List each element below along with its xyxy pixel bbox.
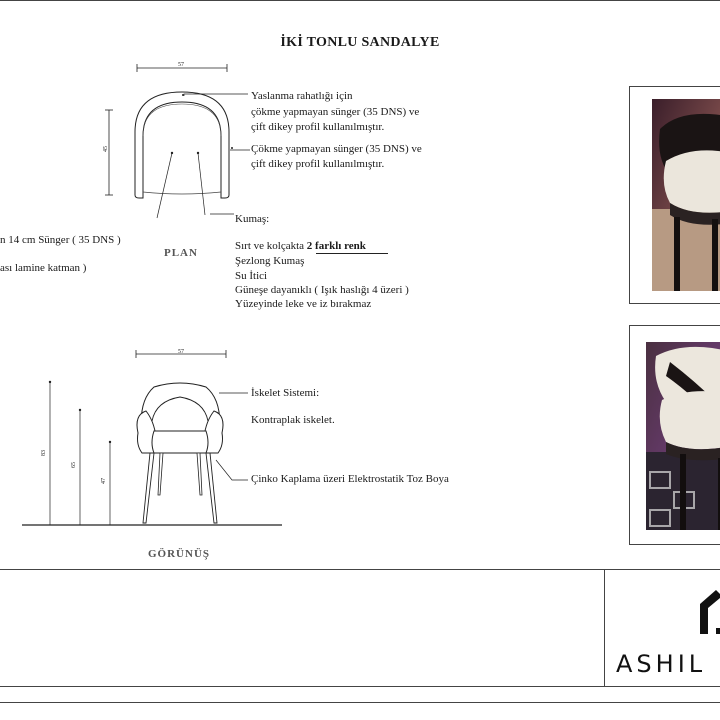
- elevation-arm-height-dimension: 65: [71, 462, 77, 468]
- plan-label: PLAN: [164, 247, 198, 259]
- fabric-line-1-text: Sırt ve kolçakta: [235, 240, 307, 252]
- plan-note-back-1: Yaslanma rahatlığı için: [251, 90, 353, 102]
- plan-note-back-2: çökme yapmayan sünger (35 DNS) ve: [251, 106, 420, 118]
- sheet-border-top: [0, 0, 720, 1]
- brand-name: ASHIL: [616, 650, 707, 678]
- leg-note: Çinko Kaplama üzeri Elektrostatik Toz Boya: [251, 473, 449, 485]
- fabric-line-5: Yüzeyinde leke ve iz bırakmaz: [235, 298, 372, 310]
- frame-description: Kontraplak iskelet.: [251, 414, 335, 426]
- chair-photo-bottom-image: [646, 342, 720, 530]
- brand-logo-icon: [700, 588, 720, 636]
- fabric-line-1-bold: 2 farklı renk: [306, 240, 366, 252]
- fabric-line-1: [235, 239, 366, 253]
- plan-width-dimension: 57: [178, 62, 184, 68]
- product-photo-top: [629, 86, 720, 304]
- plan-leaders: [180, 90, 260, 230]
- title-block-divider: [604, 569, 605, 687]
- page-title: İKİ TONLU SANDALYE: [280, 35, 440, 50]
- left-note-1: n 14 cm Sünger ( 35 DNS ): [0, 234, 121, 246]
- left-note-2: ası lamine katman ): [0, 262, 87, 274]
- fabric-underline: [316, 253, 388, 254]
- product-photo-bottom: [629, 325, 720, 545]
- elevation-width-dimension: 57: [178, 349, 184, 355]
- plan-note-back-3: çift dikey profil kullanılmıştır.: [251, 121, 385, 133]
- elevation-label: GÖRÜNÜŞ: [148, 548, 211, 560]
- title-block-top-line: [0, 569, 720, 570]
- elevation-drawing: [20, 345, 290, 535]
- title-block-bottom-line: [0, 686, 720, 687]
- elevation-seat-height-dimension: 47: [101, 478, 107, 484]
- fabric-line-3: Su İtici: [235, 270, 268, 282]
- fabric-line-4: Güneşe dayanıklı ( Işık haslığı 4 üzeri ): [235, 284, 409, 296]
- plan-note-arm-1: Çökme yapmayan sünger (35 DNS) ve: [251, 143, 422, 155]
- plan-note-arm-2: çift dikey profil kullanılmıştır.: [251, 158, 385, 170]
- frame-title: İskelet Sistemi:: [251, 387, 320, 399]
- fabric-line-2: Şezlong Kumaş: [235, 255, 305, 267]
- plan-depth-dimension: 45: [103, 146, 109, 152]
- elevation-total-height-dimension: 83: [41, 450, 47, 456]
- fabric-title: Kumaş:: [235, 213, 270, 225]
- chair-photo-top-image: [652, 99, 720, 291]
- sheet-border-bottom: [0, 702, 720, 703]
